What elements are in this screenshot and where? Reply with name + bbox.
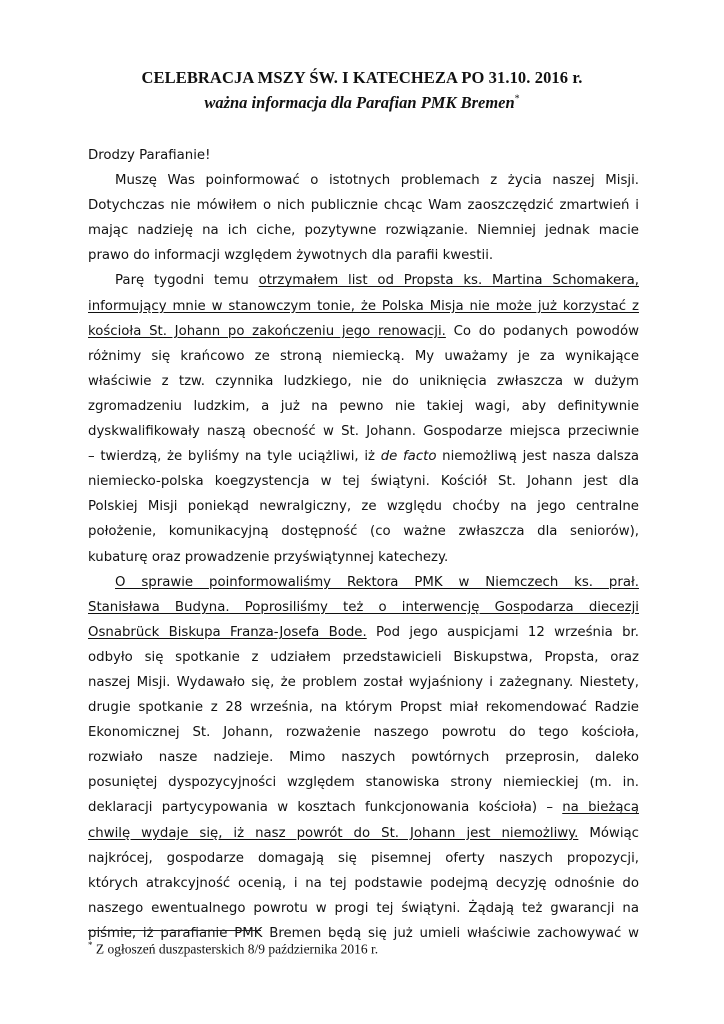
text-run: naszego ewentualnego powrotu w progi tej świątyni. Żądają też gwarancji na: [88, 900, 639, 916]
body-line: [88, 444, 639, 469]
text-run: kubaturę oraz prowadzenie przyświątynnej katechezy.: [88, 549, 449, 565]
text-run: najkrócej, gospodarze domagają się pisemnej oferty naszych propozycji,: [88, 850, 639, 866]
body-line: [88, 344, 639, 369]
text-run: prawo do informacji względem żywotnych dla parafii kwestii.: [88, 248, 494, 264]
body-line: [88, 570, 639, 595]
text-run: różnimy się krańcowo ze stroną niemiecką. My uważamy je za wynikające: [88, 348, 639, 364]
footnote-separator: [88, 930, 261, 931]
body-line: [88, 695, 639, 720]
text-run: naszej Misji. Wydawało się, że problem został wyjaśniony i zażegnany. Niestety,: [88, 674, 639, 690]
text-run: dyskwalifikowały naszą obecność w St. Johann. Gospodarze miejsca przeciwnie: [88, 424, 639, 440]
text-run: niemiecko-polska koegzystencja w tej świątyni. Kościół St. Johann jest dla: [88, 474, 639, 490]
text-run: Polskiej Misji poniekąd newralgiczny, ze względu choćby na jego centralne: [88, 499, 639, 515]
body-line: [88, 243, 639, 268]
footnote: [88, 940, 378, 958]
body-line: [88, 871, 639, 896]
text-run: Mówiąc: [578, 825, 639, 841]
underlined-text: otrzymałem list od Propsta ks. Martina Schomakera,: [258, 273, 639, 289]
text-run: posuniętej dyspozycyjności względem stanowiska strony niemieckiej (m. in.: [88, 775, 639, 791]
body-line: [88, 670, 639, 695]
text-run: niemożliwą jest nasza dalsza: [436, 449, 639, 465]
body-line: [88, 268, 639, 293]
body-line: [88, 294, 639, 319]
body-line: [88, 519, 639, 544]
body-line: [88, 319, 639, 344]
text-run: deklaracji partycypowania w kosztach funkcjonowania kościoła) –: [88, 800, 563, 816]
underlined-text: Stanisława Budyna. Poprosiliśmy też o interwencję Gospodarza diecezji: [88, 599, 639, 615]
body-line: [88, 821, 639, 846]
text-run: odbyło się spotkanie z udziałem przedstawicieli Biskupstwa, Propsta, oraz: [88, 649, 639, 665]
body-line: [88, 846, 639, 871]
body-line: [88, 770, 639, 795]
text-run: piśmie, iż parafianie PMK Bremen będą się już umieli właściwie zachowywać w: [88, 925, 639, 941]
text-run: – twierdzą, że byliśmy na tyle uciążliwi, iż: [88, 449, 381, 465]
underlined-text: O sprawie poinformowaliśmy Rektora PMK w Niemczech ks. prał.: [115, 574, 639, 590]
body-line: [88, 394, 639, 419]
underlined-text: Osnabrück Biskupa Franza-Josefa Bode.: [88, 624, 367, 640]
salutation: Drodzy Parafianie!: [88, 148, 211, 163]
text-run: mając nadzieję na ich ciche, pozytywne rozwiązanie. Niemniej jednak macie: [88, 223, 639, 239]
body-line: [88, 168, 639, 193]
footnote-reference: *: [514, 93, 520, 105]
text-run: Parę tygodni temu: [115, 273, 259, 289]
document-subtitle: [0, 93, 724, 113]
body-line: [88, 745, 639, 770]
footnote-text: Z ogłoszeń duszpasterskich 8/9 października 2016 r.: [92, 941, 379, 957]
body-line: [88, 620, 639, 645]
body-line: [88, 645, 639, 670]
text-run: drugie spotkanie z 28 września, na którym Propst miał rekomendować Radzie: [88, 700, 639, 716]
body-line: [88, 469, 639, 494]
text-run: rozwiało nasze nadzieje. Mimo naszych powtórnych przeprosin, daleko: [88, 750, 639, 766]
italic-text: de facto: [380, 449, 437, 465]
underlined-text: kościoła St. Johann po zakończeniu jego renowacji.: [88, 323, 446, 339]
text-run: Muszę Was poinformować o istotnych problemach z życia naszej Misji.: [115, 173, 639, 189]
footnote-mark: *: [88, 940, 93, 950]
text-run: właściwie z tzw. czynnika ludzkiego, nie do uniknięcia zwłaszcza w dużym: [88, 373, 639, 389]
body-line: [88, 193, 639, 218]
text-run: Pod jego auspicjami 12 września br.: [366, 624, 639, 640]
text-run: Dotychczas nie mówiłem o nich publicznie chcąc Wam zaoszczędzić zmartwień i: [88, 198, 639, 214]
document-title: CELEBRACJA MSZY ŚW. I KATECHEZA PO 31.10. 2016 r.: [141, 68, 583, 87]
text-run: zgromadzeniu ludzkim, a już na pewno nie takiej wagi, aby definitywnie: [88, 398, 639, 414]
underlined-text: informujący mnie w stanowczym tonie, że Polska Misja nie może już korzystać z: [88, 298, 639, 314]
body-line: [88, 218, 639, 243]
body-line: [88, 545, 639, 570]
text-run: których atrakcyjność ocenią, i na tej podstawie podejmą decyzję odnośnie do: [88, 875, 639, 891]
body-line: [88, 494, 639, 519]
underlined-text: chwilę wydaje się, iż nasz powrót do St. Johann jest niemożliwy.: [88, 825, 579, 841]
letter-body: [88, 143, 639, 946]
subtitle-text: ważna informacja dla Parafian PMK Bremen: [204, 93, 515, 112]
body-line: [88, 896, 639, 921]
underlined-text: na bieżącą: [562, 800, 639, 816]
text-run: położenie, komunikacyjną dostępność (co ważne zwłaszcza dla seniorów),: [88, 524, 639, 540]
text-run: Co do podanych powodów: [445, 323, 640, 339]
body-line: [88, 795, 639, 820]
body-line: [88, 720, 639, 745]
body-line: [88, 595, 639, 620]
body-line: [88, 419, 639, 444]
body-line: [88, 369, 639, 394]
text-run: Ekonomicznej St. Johann, rozważenie naszego powrotu do tego kościoła,: [88, 725, 639, 741]
